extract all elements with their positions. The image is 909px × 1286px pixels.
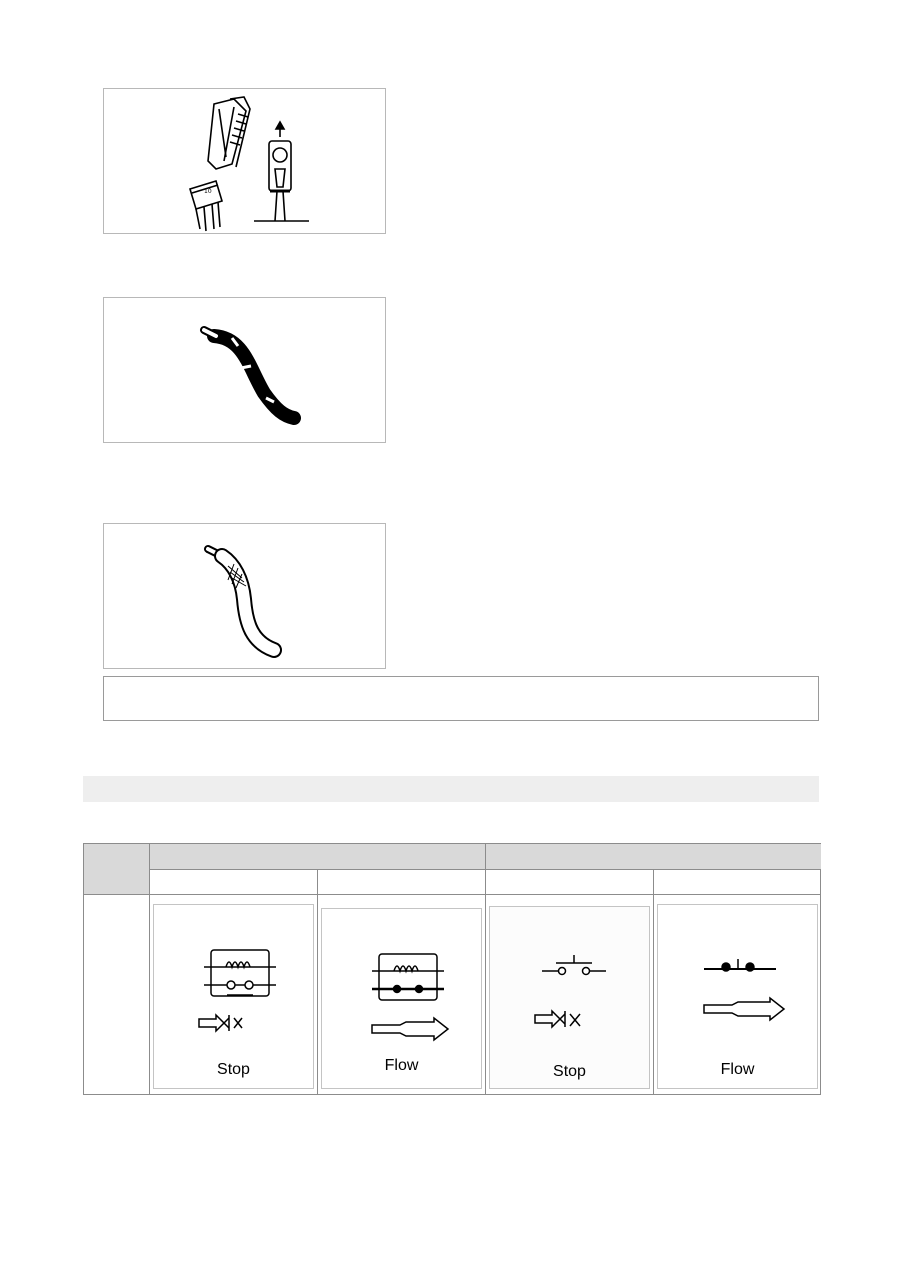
panel-caption-flow: Flow — [384, 1057, 419, 1074]
svg-text:10: 10 — [204, 188, 212, 195]
table-divider — [149, 844, 150, 1094]
fuse-puller-illustration — [104, 89, 387, 235]
table-divider — [485, 844, 486, 1094]
table-divider — [653, 869, 654, 1094]
relay-open-panel — [153, 904, 314, 1089]
table-divider — [149, 869, 821, 870]
sub-header-3 — [485, 869, 653, 894]
insulated-wire-illustration — [104, 298, 387, 444]
note-box — [103, 676, 819, 721]
section-heading-bar — [83, 776, 819, 802]
table-divider — [317, 869, 318, 1094]
relay-switch-table — [83, 843, 821, 1095]
header-group-1 — [149, 844, 485, 869]
sub-header-2 — [317, 869, 485, 894]
panel-caption-stop: Stop — [553, 1063, 586, 1080]
sub-header-4 — [653, 869, 821, 894]
figure-wire — [103, 297, 386, 443]
switch-open-panel — [489, 906, 650, 1089]
header-group-2 — [485, 844, 821, 869]
row-label-cell — [84, 894, 149, 1094]
panel-caption-stop: Stop — [217, 1061, 250, 1078]
figure-fuse-puller — [103, 88, 386, 234]
table-corner-header — [84, 844, 149, 894]
relay-closed-panel — [321, 908, 482, 1089]
shielded-wire-illustration — [104, 524, 387, 670]
switch-closed-panel — [657, 904, 818, 1089]
panel-caption-flow: Flow — [720, 1061, 755, 1078]
figure-shielded-wire — [103, 523, 386, 669]
table-divider — [84, 894, 821, 895]
sub-header-1 — [149, 869, 317, 894]
